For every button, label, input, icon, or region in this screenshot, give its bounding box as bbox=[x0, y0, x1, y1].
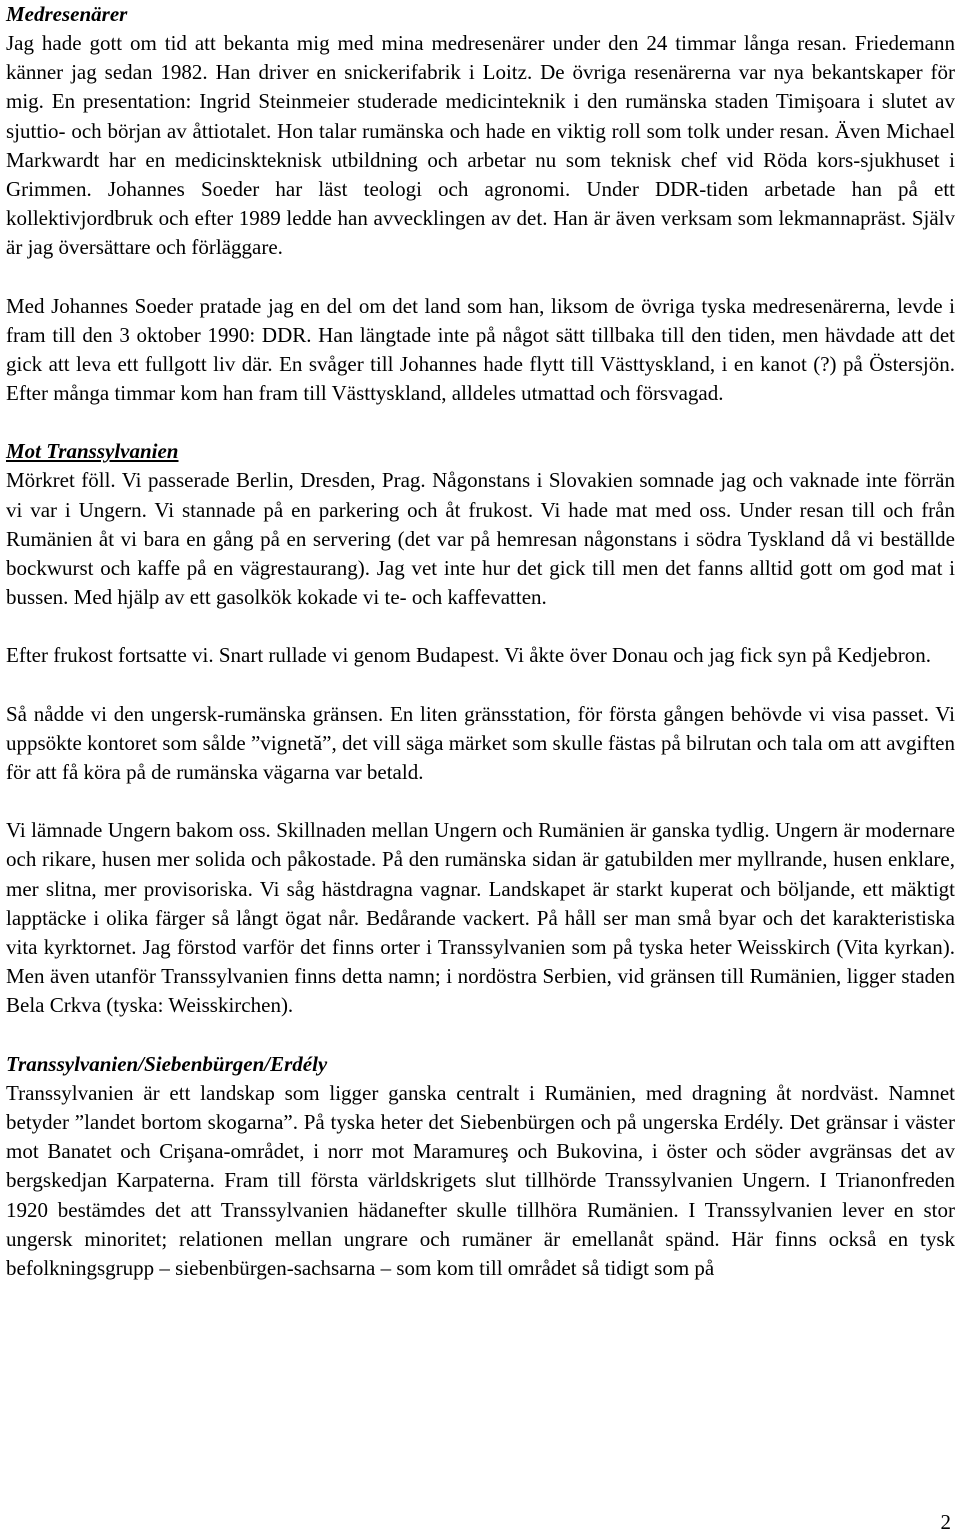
page-number: 2 bbox=[940, 1510, 951, 1534]
paragraph-mot-transsylvanien-3: Så nådde vi den ungersk-rumänska gränsen. En liten gränsstation, för första gången behövde vi visa passet. Vi uppsökte kontoret som sålde ”vignetă”, det vill säga märket som skulle fästas på bilrutan och tala om att avgiften för att få köra på de rumänska vägarna var betald. bbox=[6, 701, 955, 785]
heading-mot-transsylvanien: Mot Transsylvanien bbox=[6, 439, 179, 464]
spacer bbox=[6, 612, 955, 641]
document-page bbox=[6, 0, 955, 1283]
heading-transsylvanien: Transsylvanien/Siebenbürgen/Erdély bbox=[6, 1051, 328, 1076]
spacer bbox=[6, 671, 955, 700]
paragraph-mot-transsylvanien-1: Mörkret föll. Vi passerade Berlin, Dresden, Prag. Någonstans i Slovakien somnade jag och vaknade inte förrän vi var i Ungern. Vi stannade på en parkering och åt frukost. Vi hade mat med oss. Under resan till och från Rumänien åt vi bara en gång på en servering (det var på hemresan någonstans i södra Tyskland då vi beställde bockwurst och kaffe på en vägrestaurang). Jag vet inte hur det gick till men det fanns alltid gott om god mat i bussen. Med hjälp av ett gasolkök kokade vi te- och kaffevatten. bbox=[6, 468, 955, 610]
spacer bbox=[6, 787, 955, 816]
paragraph-mot-transsylvanien-4: Vi lämnade Ungern bakom oss. Skillnaden mellan Ungern och Rumänien är ganska tydlig. Ungern är modernare och rikare, husen mer solida och påkostade. På den rumänska sidan är gatubilden mer myllrande, husen enklare, mer slitna, mer provisoriska. Vi såg hästdragna vagnar. Landskapet är starkt kuperat och böljande, ett mäktigt lapptäcke i olika färger så långt ögat når. Bedårande vackert. På håll ser man små byar och det karakteristiska vita kyrktornet. Jag förstod varför det finns orter i Transsylvanien som på tyska heter Weisskirch (Vita kyrkan). Men även utanför Transsylvanien finns detta namn; i nordöstra Serbien, vid gränsen till Rumänien, ligger staden Bela Crkva (tyska: Weisskirchen). bbox=[6, 818, 955, 1018]
paragraph-medresenarer-1: Jag hade gott om tid att bekanta mig med mina medresenärer under den 24 timmar långa resan. Friedemann känner jag sedan 1982. Han driver en snickerifabrik i Loitz. De övriga resenärerna var nya bekantskaper för mig. En presentation: Ingrid Steinmeier studerade medicinteknik i den rumänska staden Timişoara i slutet av sjuttio- och början av åttiotalet. Hon talar rumänska och hade en viktig roll som tolk under resan. Även Michael Markwardt har en medicinskteknisk utbildning och arbetar nu som teknisk chef vid Röda kors-sjukhuset i Grimmen. Johannes Soeder har läst teologi och agronomi. Under DDR-tiden arbetade han på ett kollektivjordbruk och efter 1989 ledde han avvecklingen av det. Han är även verksam som lekmannapräst. Själv är jag översättare och förläggare. bbox=[6, 31, 955, 260]
paragraph-transsylvanien-1: Transsylvanien är ett landskap som ligger ganska centralt i Rumänien, med dragning åt nordväst. Namnet betyder ”landet bortom skogarna”. På tyska heter det Siebenbürgen och på ungerska Erdély. Det gränsar i väster mot Banatet och Crişana-området, i norr mot Maramureş och Bukovina, i öster och söder avgränsas det av bergskedjan Karpaterna. Fram till första världskrigets slut tillhörde Transsylvanien Ungern. I Trianonfreden 1920 bestämdes det att Transsylvanien hädanefter skulle tillhöra Rumänien. I Transsylvanien lever en stor ungersk minoritet; relationen mellan ungrare och rumäner är emellanåt spänd. Här finns också en tysk befolkningsgrupp – siebenbürgen-sachsarna – som kom till området så tidigt som på bbox=[6, 1080, 955, 1280]
spacer bbox=[6, 1021, 955, 1050]
spacer bbox=[6, 408, 955, 437]
heading-medresenarer: Medresenärer bbox=[6, 2, 128, 26]
paragraph-medresenarer-2: Med Johannes Soeder pratade jag en del om det land som han, liksom de övriga tyska medresenärerna, levde i fram till den 3 oktober 1990: DDR. Han längtade inte på något sätt tillbaka till den tiden, men hävdade att det gick att leva ett fullgott liv där. En svåger till Johannes hade flytt till Västtyskland, i en kanot (?) på Östersjön. Efter många timmar kom han fram till Västtyskland, alldeles utmattad och försvagad. bbox=[6, 293, 955, 406]
paragraph-mot-transsylvanien-2: Efter frukost fortsatte vi. Snart rullade vi genom Budapest. Vi åkte över Donau och jag fick syn på Kedjebron. bbox=[6, 643, 932, 668]
spacer bbox=[6, 263, 955, 292]
